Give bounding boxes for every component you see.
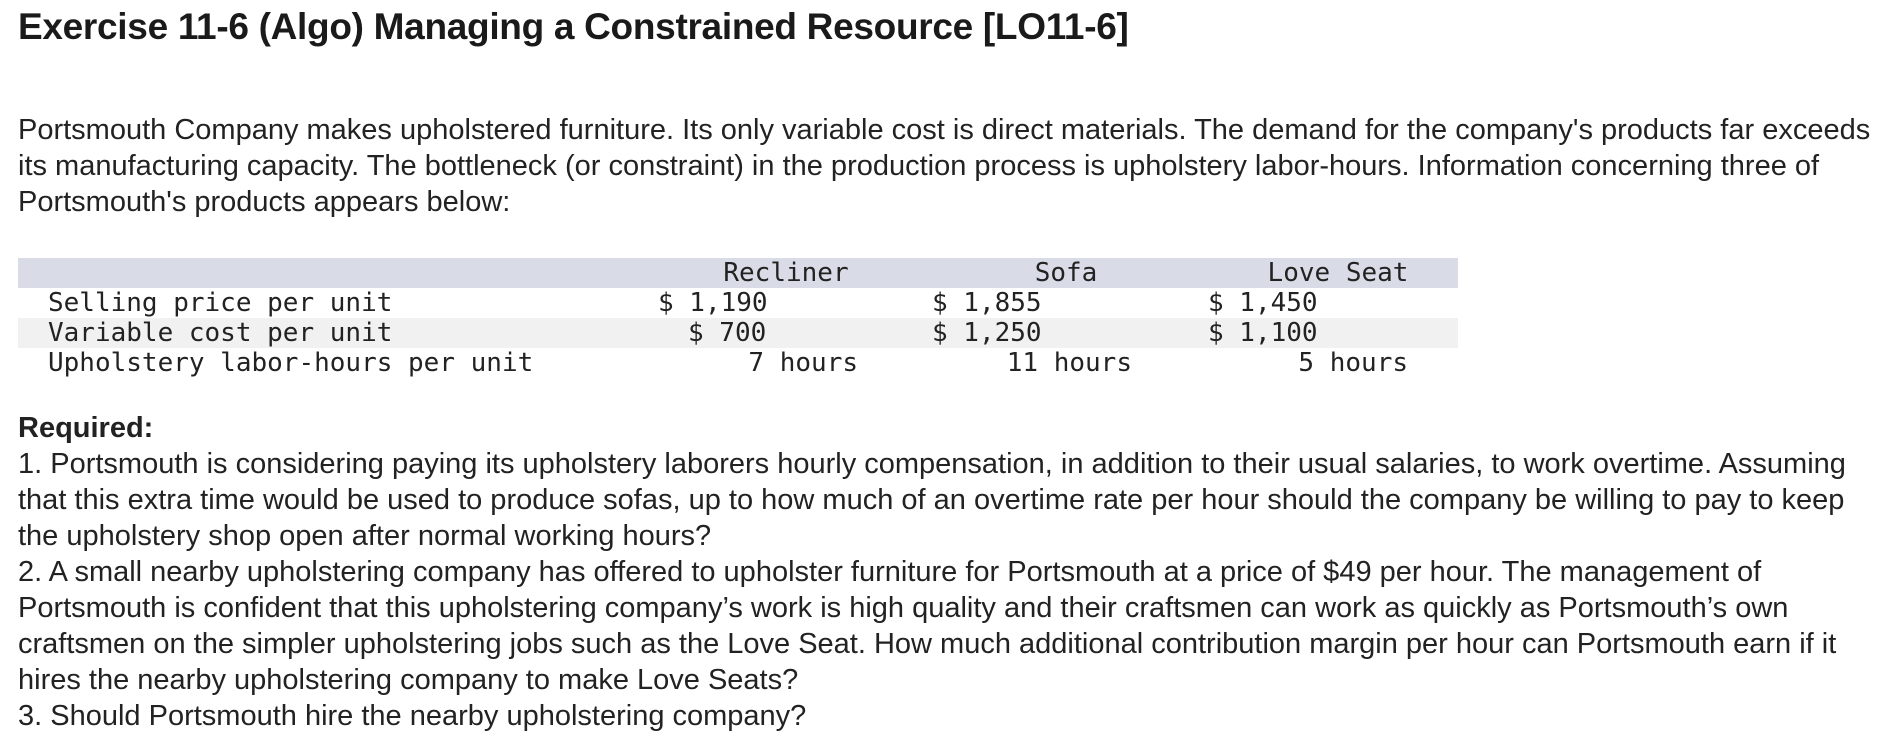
required-label: Required: bbox=[18, 412, 154, 444]
product-data-table bbox=[18, 258, 1458, 378]
cell-love-seat: $ 1,100 bbox=[1208, 318, 1318, 348]
row-label: Selling price per unit bbox=[48, 288, 393, 318]
cell-sofa: $ 1,250 bbox=[932, 318, 1042, 348]
cell-recliner: $ 1,190 bbox=[658, 288, 768, 318]
table-row-selling-price bbox=[18, 288, 1458, 318]
row-label: Variable cost per unit bbox=[48, 318, 393, 348]
cell-recliner: $ 700 bbox=[688, 318, 767, 348]
page-title: Exercise 11-6 (Algo) Managing a Constrained Resource [LO11-6] bbox=[18, 6, 1129, 47]
table-row-labor-hours bbox=[18, 348, 1458, 378]
header-recliner: Recliner bbox=[723, 258, 849, 288]
cell-sofa: 11 hours bbox=[1006, 348, 1132, 378]
required-section bbox=[18, 410, 1888, 734]
header-love-seat: Love Seat bbox=[1267, 258, 1409, 288]
table-header-row bbox=[18, 258, 1458, 288]
cell-recliner: 7 hours bbox=[748, 348, 858, 378]
row-label: Upholstery labor-hours per unit bbox=[48, 348, 534, 378]
header-sofa: Sofa bbox=[1034, 258, 1098, 288]
table-row-variable-cost bbox=[18, 318, 1458, 348]
required-item-3: 3. Should Portsmouth hire the nearby upholstering company? bbox=[18, 700, 807, 732]
intro-paragraph: Portsmouth Company makes upholstered furniture. Its only variable cost is direct materials. The demand for the company's products far exceeds its manufacturing capacity. The bottleneck (or constraint) in the production process is upholstery labor-hours. Information concerning three of Portsmouth's products appears below: bbox=[18, 114, 1871, 218]
cell-love-seat: 5 hours bbox=[1298, 348, 1408, 378]
required-item-1: 1. Portsmouth is considering paying its upholstery laborers hourly compensation, in addition to their usual salaries, to work overtime. Assuming that this extra time would be used to produce sofas, up to how much of an overtime rate per hour should the company be willing to pay to keep the upholstery shop open after normal working hours? bbox=[18, 448, 1846, 552]
cell-love-seat: $ 1,450 bbox=[1208, 288, 1318, 318]
cell-sofa: $ 1,855 bbox=[932, 288, 1042, 318]
required-item-2: 2. A small nearby upholstering company has offered to upholster furniture for Portsmouth at a price of $49 per hour. The management of Portsmouth is confident that this upholstering company’s work is high quality and their craftsmen can work as quickly as Portsmouth’s own craftsmen on the simpler upholstering jobs such as the Love Seat. How much additional contribution margin per hour can Portsmouth earn if it hires the nearby upholstering company to make Love Seats? bbox=[18, 556, 1837, 696]
